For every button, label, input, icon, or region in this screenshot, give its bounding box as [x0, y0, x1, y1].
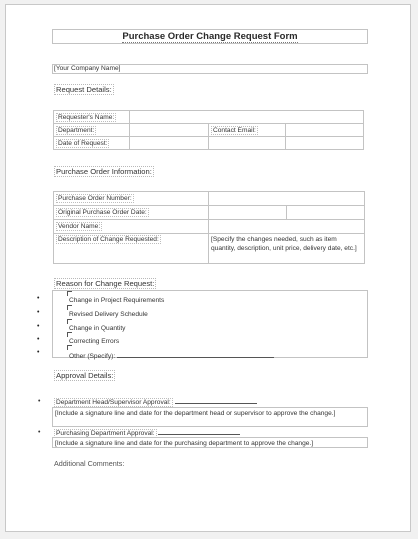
contact-email-field[interactable] — [286, 124, 364, 137]
company-name-placeholder: [Your Company Name] — [54, 65, 121, 72]
reason-item[interactable] — [37, 347, 369, 360]
company-name-field[interactable] — [52, 64, 368, 74]
original-po-date-field[interactable] — [209, 206, 287, 220]
bullet-icon: • — [37, 349, 40, 356]
checkbox-icon[interactable] — [67, 291, 72, 296]
other-specify-label: Other (Specify): — [69, 353, 116, 360]
bullet-icon: • — [37, 295, 40, 302]
reason-item[interactable]: • Correcting Errors — [53, 334, 369, 347]
vendor-name-label: Vendor Name: — [58, 223, 101, 230]
request-details-heading: Request Details: — [56, 85, 112, 94]
po-info-table — [53, 191, 365, 264]
date-of-request-field[interactable] — [130, 137, 209, 150]
original-po-date-extra — [287, 206, 365, 220]
date-empty-cell-1 — [209, 137, 286, 150]
request-details-table — [53, 110, 364, 150]
department-label: Department: — [58, 126, 95, 134]
dept-head-signature-line[interactable] — [175, 397, 257, 404]
other-specify-line[interactable] — [117, 351, 274, 358]
form-title-box — [52, 29, 368, 44]
po-number-label: Purchase Order Number: — [58, 195, 132, 202]
bullet-icon: • — [38, 398, 41, 405]
purchasing-signature-line[interactable] — [158, 428, 240, 435]
po-info-heading: Purchase Order Information: — [56, 167, 152, 176]
requester-name-label: Requester's Name: — [58, 113, 115, 121]
bullet-icon: • — [38, 429, 41, 436]
bullet-icon: • — [37, 336, 40, 343]
purchasing-approval-label: Purchasing Department Approval: — [56, 430, 155, 437]
document-page — [5, 4, 411, 532]
dept-head-approval-note: [Include a signature line and date for the department head or supervisor to approve the change.] — [52, 407, 368, 427]
description-field[interactable]: [Specify the changes needed, such as item quantity, description, unit price, delivery date, etc.] — [209, 234, 365, 264]
checkbox-icon[interactable] — [67, 319, 72, 324]
reason-list — [37, 290, 368, 360]
bullet-icon: • — [37, 323, 40, 330]
date-empty-cell-2 — [286, 137, 364, 150]
checkbox-icon[interactable] — [67, 305, 72, 310]
checkbox-icon[interactable] — [67, 345, 72, 350]
date-of-request-label: Date of Request: — [58, 139, 108, 147]
reason-item[interactable]: • Change in Quantity — [53, 321, 369, 334]
reason-item[interactable]: • Change in Project Requirements — [53, 293, 369, 306]
department-field[interactable] — [130, 124, 209, 137]
checkbox-icon[interactable] — [67, 332, 72, 337]
additional-comments-label: Additional Comments: — [54, 459, 125, 468]
purchasing-approval-note: [Include a signature line and date for the purchasing department to approve the change.] — [52, 437, 368, 448]
dept-head-approval-label: Department Head/Supervisor Approval: — [56, 399, 171, 406]
reason-item[interactable]: • Revised Delivery Schedule — [53, 307, 369, 320]
contact-email-label: Contact Email: — [213, 126, 256, 134]
po-number-field[interactable] — [209, 192, 365, 206]
vendor-name-field[interactable] — [209, 220, 365, 234]
bullet-icon: • — [37, 309, 40, 316]
requester-name-field[interactable] — [130, 111, 364, 124]
reason-heading: Reason for Change Request: — [56, 279, 155, 288]
approval-heading: Approval Details: — [56, 371, 114, 380]
description-label: Description of Change Requested: — [58, 236, 159, 243]
original-po-date-label: Original Purchase Order Date: — [58, 209, 147, 216]
form-title: Purchase Order Change Request Form — [122, 31, 298, 42]
